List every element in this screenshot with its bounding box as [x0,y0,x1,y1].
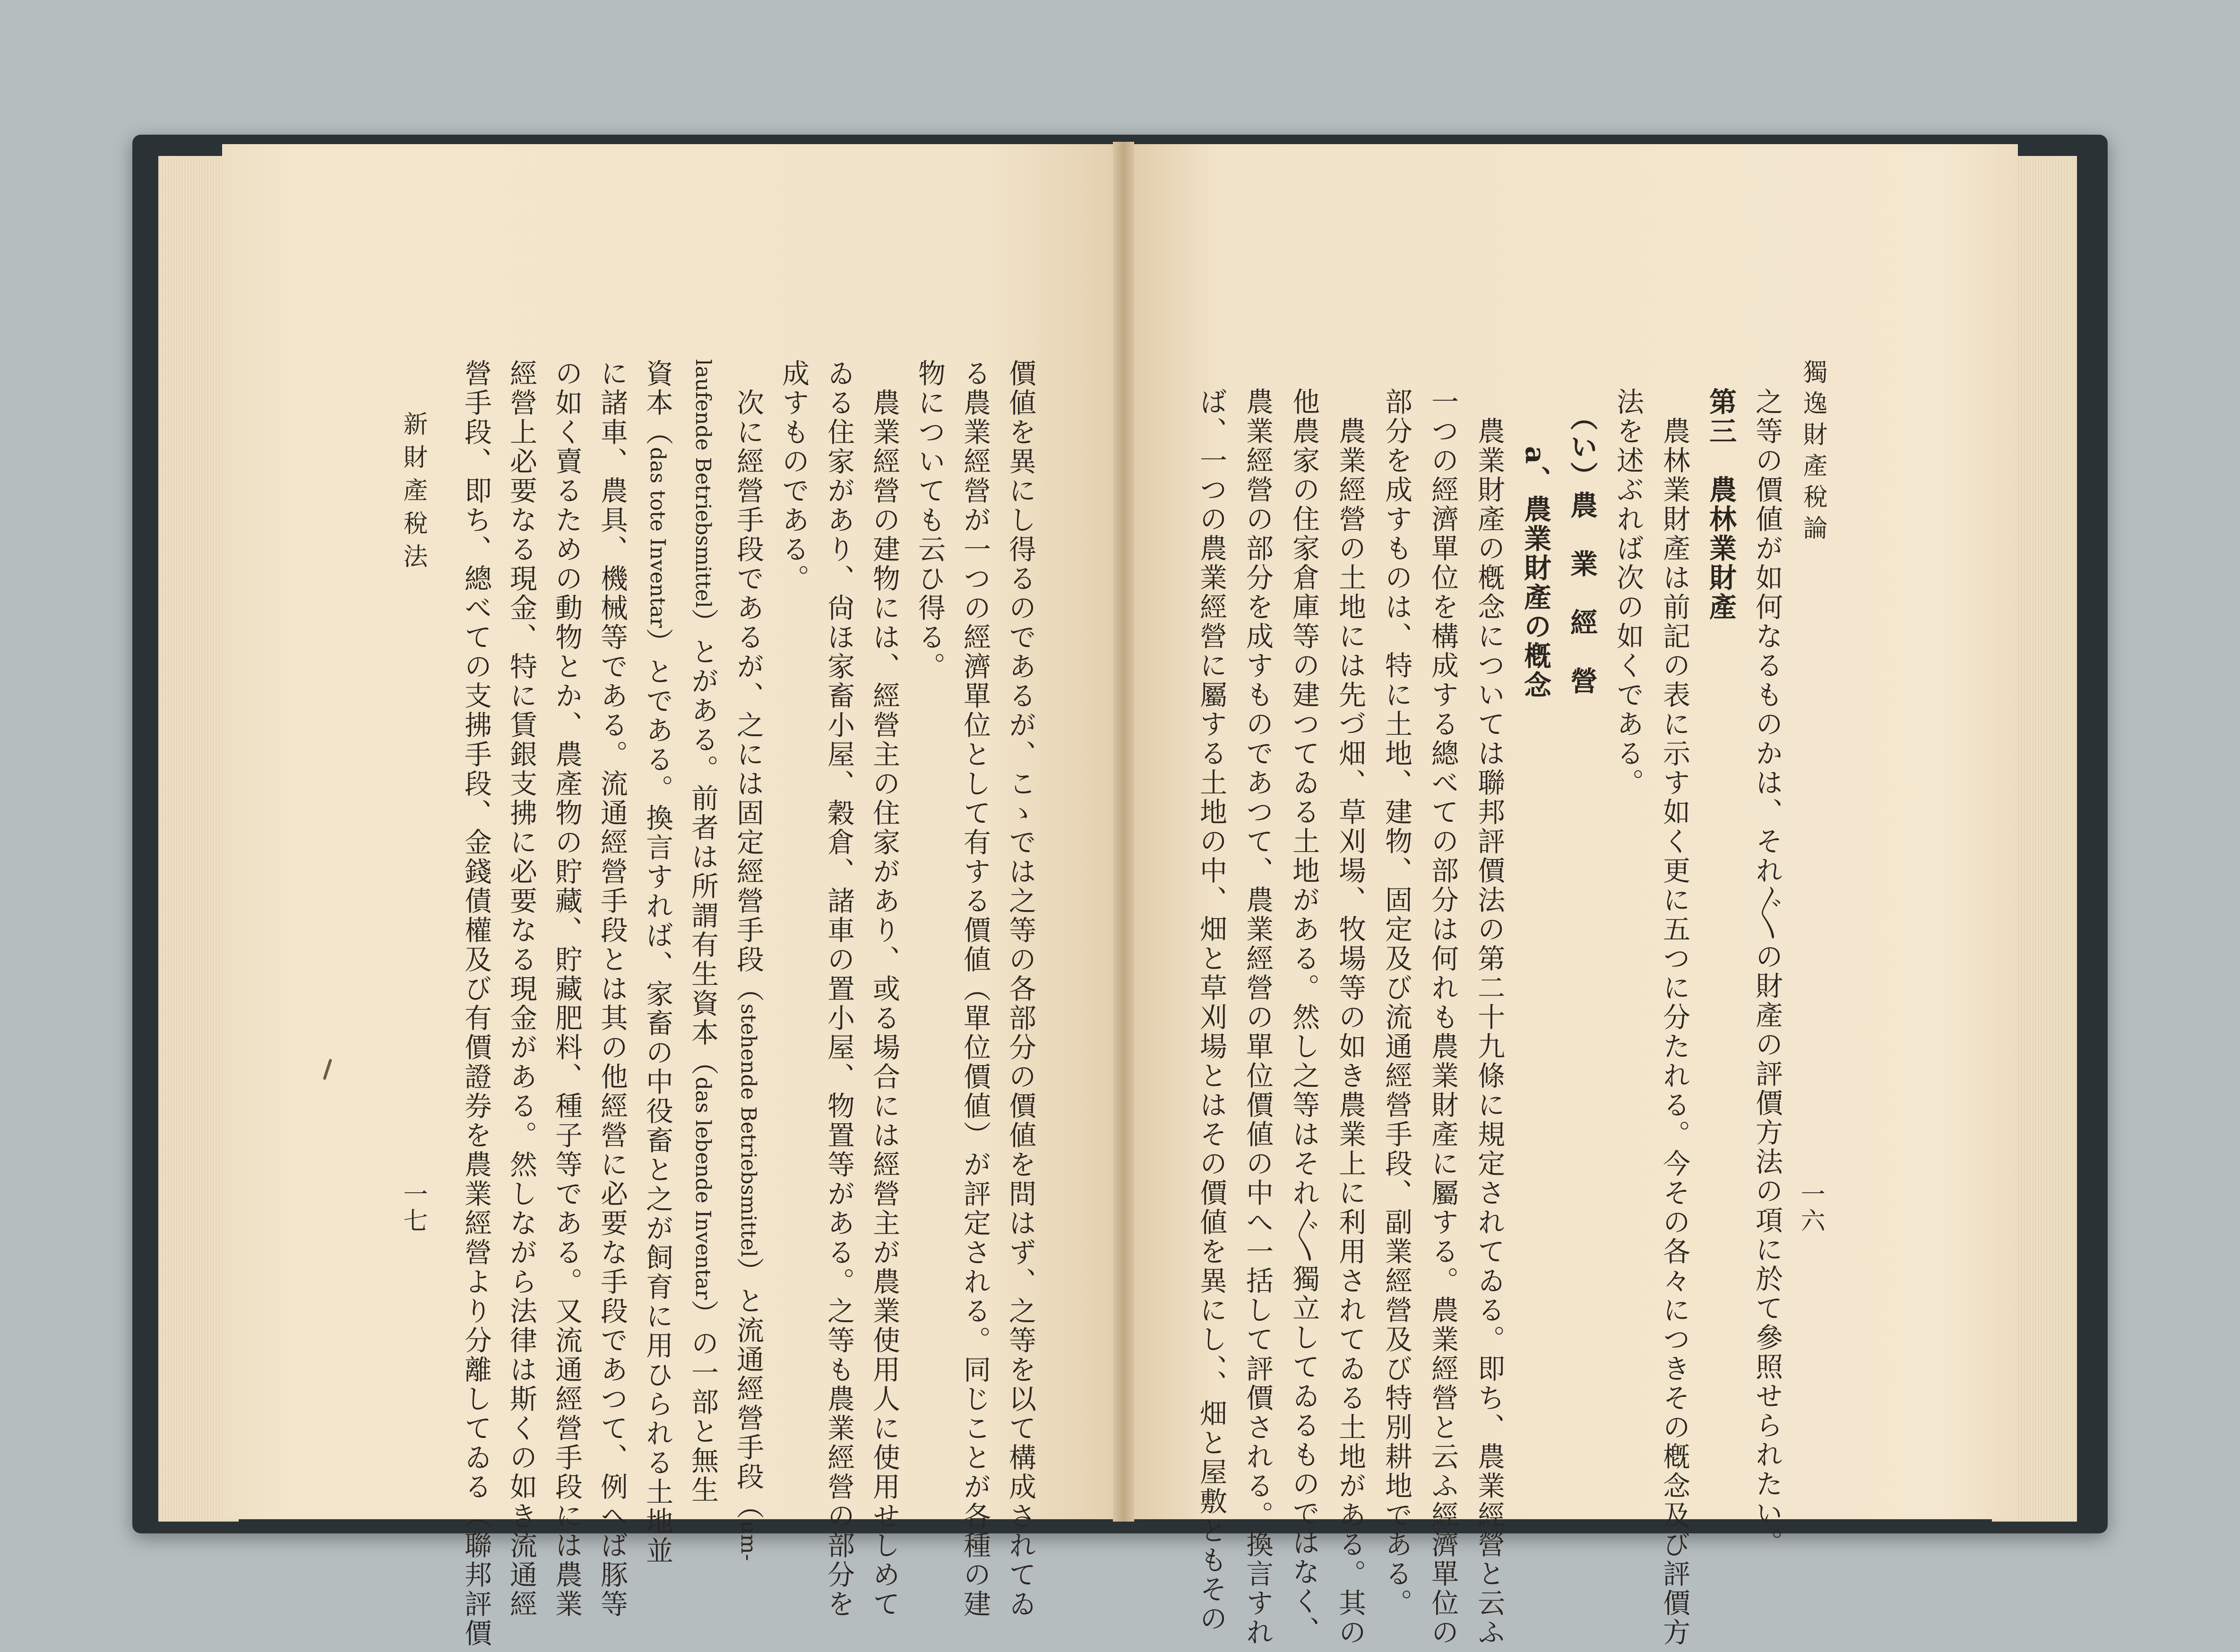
text-segment: 法を述ぶれば次の如くである。 [1612,387,1644,798]
text-segment: る農業經營が一つの經濟單位として有する價値（單位價値）が評定される。同じことが各種の建 [959,359,991,1619]
text-segment: 農業經營の部分を成すものであつて、農業經營の單位價値の中へ一括して評價される。換言すれ [1241,387,1274,1647]
left-page-column [505,359,537,1619]
text-segment: 營手段、即ち、總べての支拂手段、金錢債權及び有價證券を農業經營より分離してゐる（聯邦評價 [460,359,492,1648]
right-page-column [1753,387,1781,1557]
right-page-column [1241,387,1274,1647]
right-page-number: 一六 [1796,1181,1825,1234]
right-page-column [1475,387,1503,1647]
left-page-column [777,359,810,594]
text-segment: 農業經營の建物には、經營主の住家があり、或る場合には經營主が農業使用人に使用せしめて [868,359,900,1619]
text-segment: 物についても云ひ得る。 [913,359,946,681]
left-page-number: 一七 [399,1181,427,1234]
text-segment: 價値を異にし得るのであるが、こゝでは之等の各部分の價値を問はず、之等を以て構成されてゐ [1004,359,1036,1619]
text-segment: 農業經營の土地には先づ畑、草刈場、牧場等の如き農業上に利用されてゐる土地がある。其の [1334,387,1366,1647]
text-segment: 他農家の住家倉庫等の建つてゐる土地がある。然し之等はそれ〴〵獨立してゐるものではなく、 [1288,387,1320,1645]
left-page-column [825,359,853,1619]
latin-term: das lebende Inventar [691,1076,715,1300]
text-segment: 之等の價値が如何なるものかは、それ〴〵の財產の評價方法の項に於て參照せられたい。 [1751,387,1783,1557]
right-page-column [1380,387,1413,1618]
text-segment: ）とである。換言すれば、家畜の中役畜と之が飼育に用ひられる土地並 [641,628,673,1566]
right-page-column [1705,387,1737,622]
text-segment: ）とがある。前者は所謂有生資本（ [687,608,719,1077]
text-segment: 經營上必要なる現金、特に賃銀支拂に必要なる現金がある。然しながら法律は斯くの如き流通經 [505,359,537,1619]
right-page-column [1195,387,1227,1634]
text-segment: ）の一部と無生 [687,1299,719,1505]
text-segment: 農業財產の槪念については聯邦評價法の第二十九條に規定されてゐる。即ち、農業經營と云ふ [1473,387,1505,1647]
left-page-column [870,359,898,1619]
left-page-column [1004,359,1036,1619]
text-segment: 一つの經濟單位を構成する總べての部分は何れも農業財產に屬する。農業經營と云ふ經濟單位の [1427,387,1459,1647]
right-page-column [1427,387,1459,1647]
text-segment: 成すものである。 [777,359,810,594]
right-page-column [1614,387,1642,798]
latin-term: laufende Betriebsmittel [691,359,715,608]
left-page-column [641,359,673,1566]
text-segment: に諸車、農具、機械等である。流通經營手段とは其の他經營に必要な手段であつて、例へば豚等 [596,359,628,1619]
text-segment: 農林業財產は前記の表に示す如く更に五つに分たれる。今その各々につきその槪念及び評價方 [1658,387,1690,1647]
left-page-column [961,359,989,1619]
right-page-column [1290,387,1318,1645]
latin-term: das tote Inventar [646,447,670,628]
right-page-column [1566,387,1598,696]
left-page-column [913,359,946,681]
footer-title: 新財產稅法 [399,411,427,576]
latin-term: um- [736,1521,760,1561]
left-page-column [687,359,719,1505]
text-segment: 資本（ [641,359,673,447]
left-page-column [734,359,762,1561]
book-spine [1113,142,1134,1522]
text-segment: ゐる住家があり、尙ほ家畜小屋、穀倉、諸車の置小屋、物置等がある。之等も農業經營の部分を [823,359,855,1619]
text-segment: ）と流通經營手段（ [732,1257,764,1521]
latin-term: stehende Betriebsmittel [736,1004,760,1257]
right-page-column [1519,387,1551,700]
running-head: 獨逸財產稅論 [1799,359,1827,546]
text-segment: （い）農 業 經 營 [1566,387,1598,696]
text-segment: ば、一つの農業經營に屬する土地の中、畑と草刈場とはその價値を異にし、、畑と屋敷ともその [1195,387,1227,1634]
text-segment: 次に經營手段であるが、之には固定經營手段（ [732,359,764,1004]
text-segment: の如く賣るための動物とか、農產物の貯藏、貯藏肥料、種子等である。又流通經營手段には農業 [551,359,583,1619]
text-segment: 第三 農林業財產 [1705,387,1737,622]
right-page-column [1658,387,1690,1647]
left-page-column [551,359,583,1619]
text-segment: a、農業財產の槪念 [1519,387,1551,700]
text-segment: 部分を成すものは、特に土地、建物、固定及び流通經營手段、副業經營及び特別耕地である。 [1380,387,1413,1618]
right-page-column [1336,387,1364,1647]
left-page-column [598,359,626,1619]
left-page-column [462,359,490,1648]
